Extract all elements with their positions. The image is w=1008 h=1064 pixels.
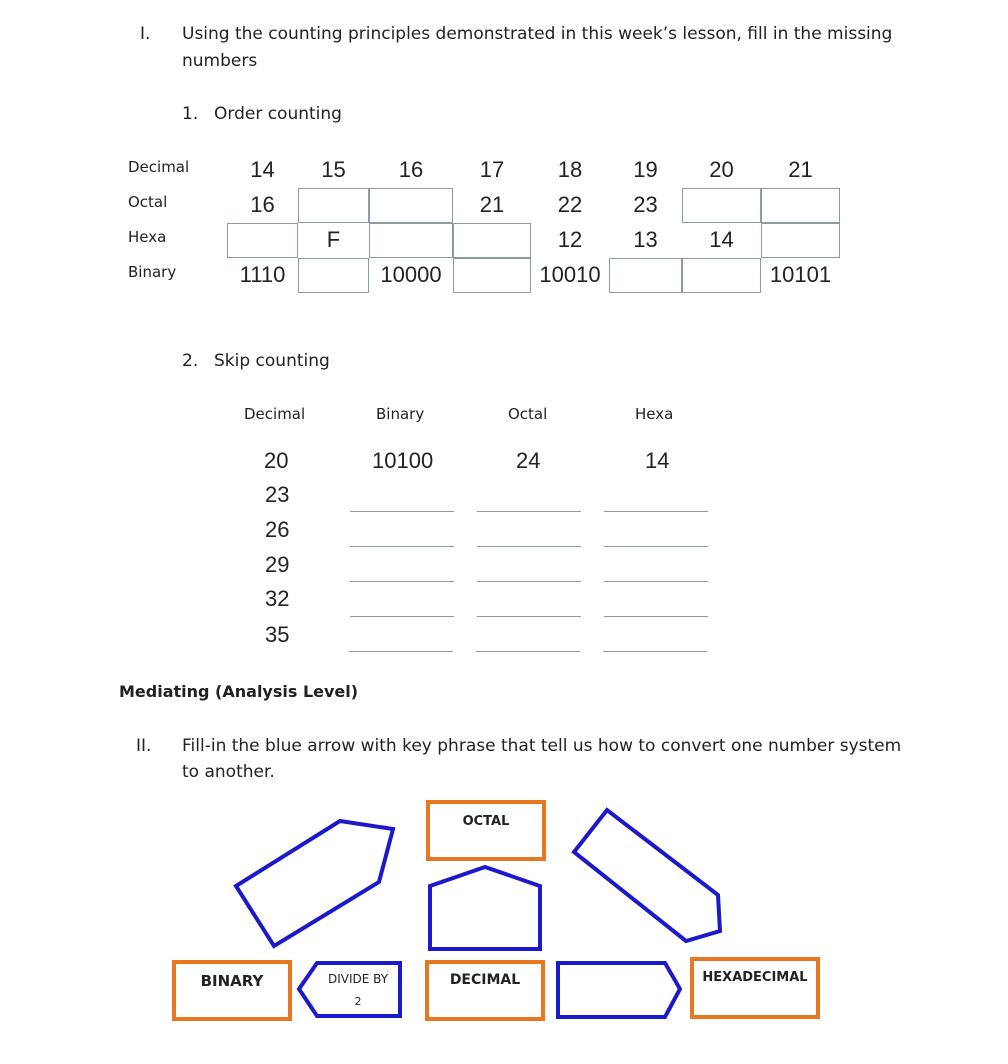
decimal-cell: 18 <box>557 157 583 182</box>
decimal-cell: 14 <box>250 157 275 182</box>
skip-header-hexa: Hexa <box>635 405 674 423</box>
row-label-hexa: Hexa <box>128 228 167 246</box>
decimal-cell: 17 <box>479 157 505 182</box>
skip-decimal-value: 20 <box>264 448 289 473</box>
decimal-label: DECIMAL <box>449 972 521 988</box>
skip-header-decimal: Decimal <box>244 405 306 423</box>
decimal-cell: 19 <box>633 157 658 182</box>
hexa-cell: 14 <box>709 227 734 252</box>
binary-to-octal-arrow[interactable] <box>236 821 393 946</box>
skip-counting-title: Skip counting <box>214 351 330 371</box>
decimal-to-binary-arrow[interactable] <box>299 963 400 1016</box>
skip-decimal-value: 26 <box>265 517 290 542</box>
order-counting-title: Order counting <box>214 104 342 124</box>
octal-box <box>428 802 544 859</box>
skip-counting-number: 2. <box>182 351 199 371</box>
binary-label: BINARY <box>200 972 264 990</box>
binary-cell: 1110 <box>239 262 286 287</box>
skip-binary-value: 10100 <box>372 448 434 473</box>
octal-to-hexadecimal-arrow[interactable] <box>574 810 720 941</box>
order-counting-number: 1. <box>182 104 199 124</box>
row-label-decimal: Decimal <box>128 158 190 176</box>
binary-cell: 10000 <box>380 262 442 287</box>
octal-label: OCTAL <box>462 814 510 829</box>
binary-cell: 10010 <box>539 262 601 287</box>
octal-cell: 16 <box>250 192 275 217</box>
skip-hexa-value: 14 <box>645 448 670 473</box>
row-label-octal: Octal <box>128 193 168 211</box>
row-label-binary: Binary <box>128 263 177 281</box>
skip-decimal-value: 29 <box>265 552 290 577</box>
section-1-instruction-line2: numbers <box>182 51 258 71</box>
decimal-to-octal-arrow[interactable] <box>430 867 540 949</box>
hexadecimal-label: HEXADECIMAL <box>702 970 808 985</box>
binary-cell: 10101 <box>769 262 832 287</box>
decimal-box <box>427 962 543 1019</box>
section-2-numeral: II. <box>136 736 152 756</box>
decimal-cell: 20 <box>709 157 734 182</box>
divide-by-label: DIVIDE BY <box>327 972 389 986</box>
section-2-instruction-line2: to another. <box>182 762 275 782</box>
mediating-heading: Mediating (Analysis Level) <box>119 682 359 701</box>
skip-decimal-value: 35 <box>265 622 290 647</box>
section-1-instruction-line1: Using the counting principles demonstrated in this week’s lesson, fill in the missing <box>182 24 893 44</box>
decimal-to-hexadecimal-arrow[interactable] <box>558 963 680 1017</box>
decimal-cell: 21 <box>788 157 813 182</box>
skip-decimal-value: 23 <box>265 482 290 507</box>
decimal-cell: 16 <box>398 157 424 182</box>
binary-box <box>174 962 290 1019</box>
hexa-cell: 12 <box>557 227 583 252</box>
hexa-cell: 13 <box>633 227 658 252</box>
octal-cell: 22 <box>557 192 583 217</box>
skip-decimal-value: 32 <box>265 586 290 611</box>
skip-header-binary: Binary <box>376 405 425 423</box>
section-2-instruction-line1: Fill-in the blue arrow with key phrase that tell us how to convert one number system <box>182 736 902 756</box>
divide-by-value: 2 <box>354 995 362 1008</box>
decimal-cell: 15 <box>321 157 346 182</box>
skip-octal-value: 24 <box>516 448 541 473</box>
octal-cell: 21 <box>479 192 505 217</box>
section-1-numeral: I. <box>140 24 151 44</box>
octal-cell: 23 <box>633 192 658 217</box>
hexa-cell: F <box>326 227 341 252</box>
skip-header-octal: Octal <box>508 405 548 423</box>
hexadecimal-box <box>692 959 818 1017</box>
